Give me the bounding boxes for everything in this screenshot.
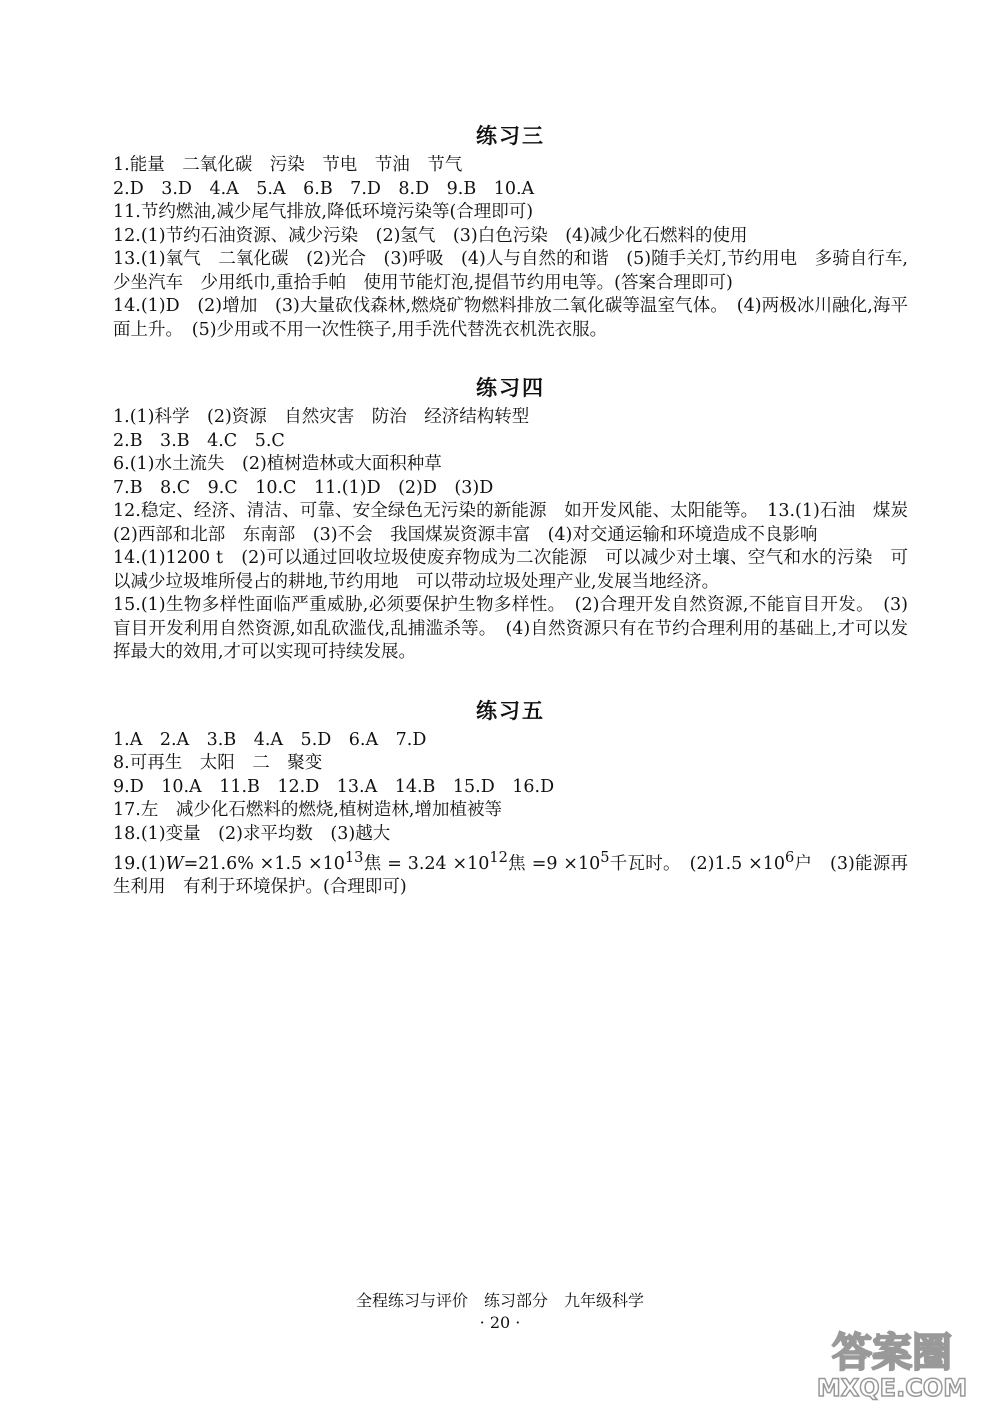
answer-line: 6.(1)水土流失 (2)植树造林或大面积种草 bbox=[113, 454, 442, 474]
section-title: 练习三 bbox=[476, 124, 545, 148]
q19-eq1: =21.6% ×1.5 ×10 bbox=[183, 853, 345, 874]
q19-w: W bbox=[165, 853, 184, 874]
q19-prefix: 19.(1) bbox=[113, 853, 166, 874]
section-title: 练习五 bbox=[476, 698, 545, 723]
answer-line: 17.左 减少化石燃料的燃烧,植树造林,增加植被等 bbox=[113, 800, 502, 820]
answer-line: 15.(1)生物多样性面临严重威胁,必须要保护生物多样性。 (2)合理开发自然资源,不能盲目开发。 (3)盲目开发利用自然资源,如乱砍滥伐,乱捕滥杀等。 (4)自然资源只有在节约合理利用的基础上,才可以发挥最大的效用,才可以实现可持续发展。 bbox=[113, 595, 908, 662]
answer-page bbox=[113, 120, 926, 930]
page-number: · 20 · bbox=[479, 1313, 521, 1332]
q19-exp1: 13 bbox=[344, 849, 364, 866]
answer-line-19 bbox=[113, 846, 908, 900]
watermark-url: MXQE.COM bbox=[816, 1374, 968, 1402]
answer-line: 2.B 3.B 4.C 5.C bbox=[113, 430, 285, 451]
q19-unit3: 千瓦时。 (2)1.5 ×10 bbox=[609, 853, 786, 874]
q19-exp3: 5 bbox=[600, 849, 610, 866]
answer-line: 1.A 2.A 3.B 4.A 5.D 6.A 7.D bbox=[113, 729, 427, 750]
answer-line: 1.(1)科学 (2)资源 自然灾害 防治 经济结构转型 bbox=[113, 407, 530, 427]
answer-line: 14.(1)D (2)增加 (3)大量砍伐森林,燃烧矿物燃料排放二氧化碳等温室气体。 (4)两极冰川融化,海平面上升。 (5)少用或不用一次性筷子,用手洗代替洗衣机洗衣服。 bbox=[113, 296, 908, 340]
q19-exp2: 12 bbox=[489, 849, 508, 866]
watermark-text: 答案圈 bbox=[832, 1330, 952, 1376]
answer-line: 9.D 10.A 11.B 12.D 13.A 14.B 15.D 16.D bbox=[113, 776, 555, 797]
answer-line: 12.(1)节约石油资源、减少污染 (2)氢气 (3)白色污染 (4)减少化石燃料的使用 bbox=[113, 225, 748, 246]
q19-exp4: 6 bbox=[785, 849, 795, 866]
answer-line: 14.(1)1200 t (2)可以通过回收垃圾使废弃物成为二次能源 可以减少对土壤、空气和水的污染 可以减少垃圾堆所侵占的耕地,节约用地 可以带动垃圾处理产业,发展当地经济。 bbox=[113, 548, 908, 592]
section-exercise-3 bbox=[113, 120, 908, 342]
section-exercise-5 bbox=[113, 695, 908, 900]
footer-book-title: 全程练习与评价 练习部分 九年级科学 bbox=[355, 1291, 644, 1310]
answer-line: 11.节约燃油,减少尾气排放,降低环境污染等(合理即可) bbox=[113, 202, 534, 222]
answer-line: 7.B 8.C 9.C 10.C 11.(1)D (2)D (3)D bbox=[113, 477, 494, 498]
answer-line: 12.稳定、经济、清洁、可靠、安全绿色无污染的新能源 如开发风能、太阳能等。 13.(1)石油 煤炭 (2)西部和北部 东南部 (3)不会 我国煤炭资源丰富 (4)对交通运输和环境造成不良影响 bbox=[113, 501, 926, 545]
q19-unit4: 户 (3)能源再生利用 有利于环境保护。(合理即可) bbox=[113, 853, 908, 898]
section-exercise-4 bbox=[113, 372, 926, 665]
answer-line: 2.D 3.D 4.A 5.A 6.B 7.D 8.D 9.B 10.A bbox=[113, 178, 535, 199]
answer-line: 8.可再生 太阳 二 聚变 bbox=[113, 753, 323, 773]
q19-unit2: 焦 =9 ×10 bbox=[507, 853, 601, 874]
section-title: 练习四 bbox=[476, 376, 545, 400]
answer-line: 1.能量 二氧化碳 污染 节电 节油 节气 bbox=[113, 155, 463, 175]
answer-line: 18.(1)变量 (2)求平均数 (3)越大 bbox=[113, 823, 391, 844]
q19-unit1: 焦 = 3.24 ×10 bbox=[363, 853, 490, 874]
answer-line: 13.(1)氧气 二氧化碳 (2)光合 (3)呼吸 (4)人与自然的和谐 (5)随手关灯,节约用电 多骑自行车,少坐汽车 少用纸巾,重拾手帕 使用节能灯泡,提倡节约用电等。(答案合理即可) bbox=[113, 249, 908, 293]
watermark-logo bbox=[800, 1318, 985, 1403]
